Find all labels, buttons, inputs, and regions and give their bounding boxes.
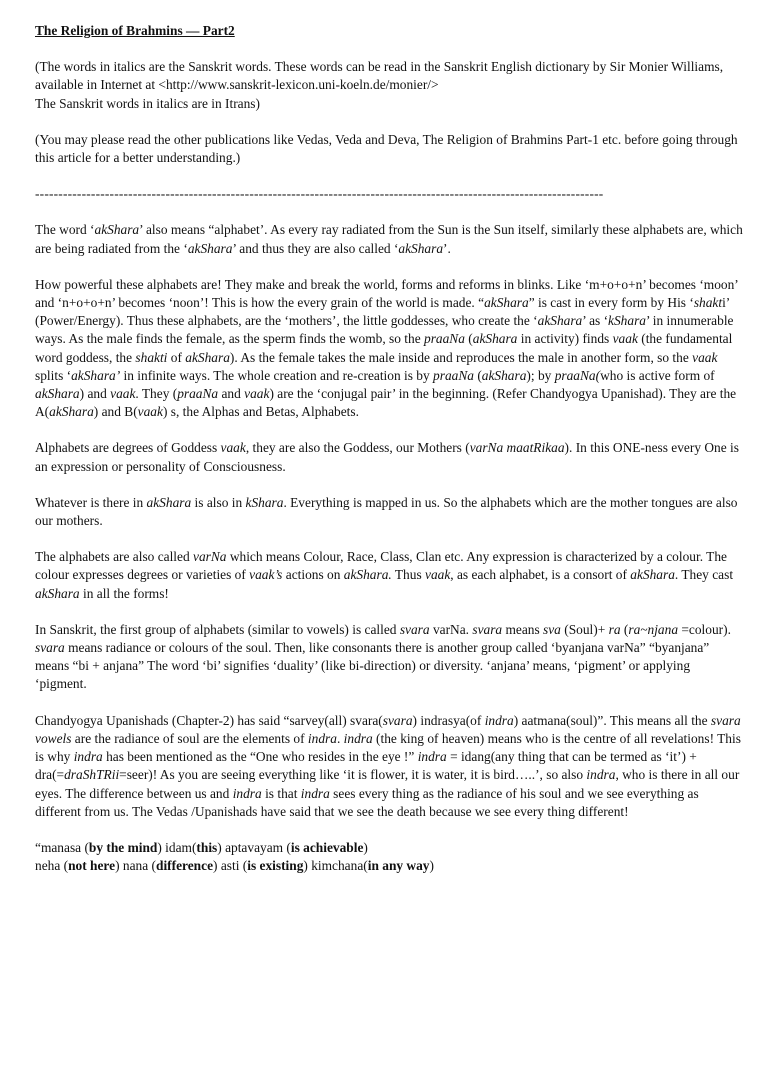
translation-term: difference — [156, 858, 214, 874]
text-run: ’ also means “alphabet’. As every ray radiated from the Sun is the Sun itself, similarly these alphabets are, which are being radiated from the ‘ — [35, 222, 743, 256]
sanskrit-term: akShara — [49, 404, 94, 420]
sanskrit-term: shakti — [135, 349, 168, 365]
sanskrit-term: indra — [417, 749, 447, 765]
separator-line: -------------------------------------------------------------------------------------------------------------------------- — [35, 186, 604, 202]
text-run: of — [167, 349, 186, 365]
text-run: are the radiance of soul are the elements of — [71, 730, 308, 746]
sanskrit-term: svara — [382, 712, 413, 728]
text-run: ) are the ‘conjugal pair’ in the beginning. (Refer Chandyogya Upanishad). They are the A( — [35, 386, 737, 420]
text-run: in all the forms! — [79, 585, 169, 601]
text-run: The word ‘ — [35, 222, 95, 238]
text-run: , they are also the Goddess, our Mothers ( — [245, 440, 470, 456]
sanskrit-term: akShara — [187, 240, 233, 256]
text-run: =seer)! As you are seeing everything like ‘it is flower, it is water, it is bird…..’, so also — [119, 767, 587, 783]
text-run: actions on — [282, 567, 344, 583]
text-run: (Soul)+ — [560, 621, 609, 637]
text-run: ) idam( — [157, 839, 197, 855]
sanskrit-term: indra — [586, 767, 616, 783]
sanskrit-term: akShara. — [343, 567, 392, 583]
sanskrit-term: praaNa — [177, 386, 219, 402]
verse-block — [35, 839, 745, 875]
translation-term: is achievable — [290, 839, 364, 855]
text-run: ) indrasya(of — [412, 712, 485, 728]
text-run: Alphabets are degrees of Goddess — [35, 440, 221, 456]
text-run: ( — [620, 621, 629, 637]
text-run: ) — [363, 839, 368, 855]
sanskrit-term: akShara — [35, 386, 80, 402]
translation-term: not here — [68, 858, 116, 874]
text-run: ’ and thus they are also called ‘ — [232, 240, 399, 256]
text-run: ). In this ONE-ness every One is an expression or personality of Consciousness. — [35, 440, 739, 474]
text-run: Thus — [391, 567, 426, 583]
text-run: varNa. — [429, 621, 473, 637]
sanskrit-term: akShara — [537, 313, 583, 329]
sanskrit-term: vaak — [692, 349, 718, 365]
text-run: . They ( — [135, 386, 178, 402]
text-run: ) nana ( — [115, 858, 156, 874]
sanskrit-term: sva — [543, 621, 561, 637]
translation-term: by the mind — [88, 839, 158, 855]
sanskrit-term: praaNa( — [554, 367, 601, 383]
text-run: in activity) finds — [517, 331, 613, 347]
text-run: ) kimchana( — [303, 858, 368, 874]
text-run: which means Colour, Race, Class, Clan etc. Any expression is characterized by a colour. The colour expresses degrees or varieties of — [35, 549, 727, 583]
text-run: ( — [473, 367, 482, 383]
sanskrit-term: akShara — [630, 567, 675, 583]
sanskrit-term: akShara — [472, 331, 518, 347]
verse-line — [35, 840, 368, 855]
text-run: means — [502, 621, 544, 637]
sanskrit-term: indra — [484, 712, 514, 728]
sanskrit-term: akShara — [35, 585, 80, 601]
text-run: ) s, the Alphas and Betas, Alphabets. — [162, 404, 359, 420]
sanskrit-term: svara — [399, 621, 430, 637]
text-run: ( — [464, 331, 473, 347]
text-run: Whatever is there in — [35, 494, 147, 510]
text-run: who is active form of — [600, 367, 715, 383]
paragraph-mapping — [35, 494, 745, 530]
document-page — [35, 22, 745, 893]
text-run: ). As the female takes the male inside and reproduces the male in another form, so the — [229, 349, 693, 365]
text-run: In Sanskrit, the first group of alphabets (similar to vowels) is called — [35, 621, 400, 637]
sanskrit-term: ra~njana — [628, 621, 679, 637]
text-run: =colour). — [678, 621, 731, 637]
paragraph-akshara — [35, 221, 745, 257]
page-title: The Religion of Brahmins — Part2 — [35, 23, 235, 38]
intro-text: (The words in italics are the Sanskrit words. These words can be read in the Sanskrit English dictionary by Sir Monier Williams, available in Internet at <http://www.sanskrit-lexicon.uni-koeln.de/monier/> — [35, 59, 724, 93]
sanskrit-term: praaNa — [433, 367, 474, 383]
text-run: ” is cast in every form by His ‘ — [528, 295, 694, 311]
paragraph-indra — [35, 712, 745, 821]
sanskrit-term: akShara — [398, 240, 444, 256]
text-run: ) and B( — [93, 404, 138, 420]
text-run: neha ( — [35, 858, 69, 874]
sanskrit-term: akShara — [146, 494, 192, 510]
intro-note: (You may please read the other publications like Vedas, Veda and Deva, The Religion of Brahmins Part-1 etc. before going through this article for a better understanding.) — [35, 131, 738, 166]
sanskrit-term: indra — [343, 730, 373, 746]
sanskrit-term: indra — [232, 785, 262, 801]
verse-line — [35, 858, 434, 873]
text-run: ) aptavayam ( — [217, 839, 291, 855]
text-run: i’ (Power/Energy). Thus these alphabets, are the ‘mothers’, the little goddesses, who create the ‘ — [35, 295, 730, 329]
text-run: ) and — [79, 386, 111, 402]
sanskrit-term: praaNa — [424, 331, 465, 347]
text-run: ) aatmana(soul)”. This means all the — [513, 712, 711, 728]
text-run: . Everything is mapped in us. So the alphabets which are the mother tongues are also our mothers. — [35, 494, 738, 529]
text-run: ’. — [443, 240, 451, 256]
sanskrit-term: shakt — [693, 295, 723, 311]
intro-text: The Sanskrit words in italics are in Itrans) — [35, 95, 260, 111]
sanskrit-term: svara — [472, 621, 503, 637]
text-run: is that — [261, 785, 301, 801]
sanskrit-term: vaak — [244, 386, 270, 402]
paragraph-varna — [35, 548, 745, 603]
sanskrit-term: indra — [300, 785, 330, 801]
sanskrit-term: ra — [608, 621, 621, 637]
intro-paragraph — [35, 58, 745, 113]
text-run: = idang(any thing that can be termed as ‘it’) + dra(= — [35, 749, 697, 783]
text-run: (the fundamental word goddess, the — [35, 331, 733, 365]
sanskrit-term: varNa — [193, 549, 227, 565]
text-run: splits ‘ — [35, 367, 72, 383]
text-run: Chandyogya Upanishads (Chapter-2) has said “sarvey(all) svara( — [35, 712, 383, 728]
text-run: ’ as ‘ — [582, 313, 609, 329]
sanskrit-term: akShara — [484, 295, 529, 311]
text-run: ) asti ( — [213, 858, 248, 874]
sanskrit-term: vaak — [110, 386, 136, 402]
paragraph-svara — [35, 621, 745, 694]
sanskrit-term: indra — [307, 730, 337, 746]
text-run: and — [218, 386, 245, 402]
sanskrit-term: vaak — [425, 567, 451, 583]
sanskrit-term: kShara — [245, 494, 284, 510]
sanskrit-term: indra — [73, 749, 103, 765]
text-run: . They cast — [674, 567, 734, 583]
sanskrit-term: vaak — [612, 331, 638, 347]
translation-term: in any way — [367, 858, 430, 874]
sanskrit-term: svara vowels — [35, 712, 741, 746]
text-run: is also in — [191, 494, 246, 510]
translation-term: is existing — [247, 858, 304, 874]
sanskrit-term: kShara — [608, 313, 646, 329]
sanskrit-term: draShTRii — [64, 767, 120, 783]
text-run: sees every thing as the radiance of his soul and we see everything as different from us. The Vedas /Upanishads have said that we see the death because we see every thing different! — [35, 785, 699, 819]
sanskrit-term: vaak — [220, 440, 246, 456]
text-run: , as each alphabet, is a consort of — [450, 567, 631, 583]
sanskrit-term: varNa maatRikaa — [469, 440, 565, 456]
text-run: , who is there in all our eyes. The difference between us and — [35, 767, 740, 801]
text-run: in infinite ways. The whole creation and re-creation is by — [120, 367, 434, 383]
sanskrit-term: vaak — [137, 404, 163, 420]
text-run: The alphabets are also called — [35, 549, 194, 565]
sanskrit-term: akShara’ — [71, 367, 121, 383]
sanskrit-term: vaak’s — [249, 567, 283, 583]
text-run: How powerful these alphabets are! They make and break the world, forms and reforms in blinks. Like ‘m+o+o+n’ becomes ‘moon’ and ‘n+o+o+n’ becomes ‘noon’! This is how the every grain of the world is made. “ — [35, 276, 738, 311]
sanskrit-term: svara — [35, 640, 65, 656]
text-run: ); by — [526, 367, 555, 383]
sanskrit-term: akShara — [185, 349, 230, 365]
text-run: . — [336, 730, 344, 746]
text-run: (the king of heaven) means who is the centre of all revelations! This is why — [35, 730, 741, 765]
text-run: ’ in innumerable ways. As the male finds the female, as the sperm finds the womb, so the — [35, 313, 734, 347]
sanskrit-term: akShara — [94, 222, 140, 238]
sanskrit-term: akShara — [481, 367, 527, 383]
text-run: “manasa ( — [35, 839, 89, 855]
text-run: has been mentioned as the “One who resides in the eye !” — [102, 749, 418, 765]
paragraph-goddess-vaak — [35, 439, 745, 475]
translation-term: this — [196, 839, 218, 855]
text-run: ) — [429, 858, 434, 874]
text-run: means radiance or colours of the soul. Then, like consonants there is another group called ‘byanjana varNa” “byanjana” means “bi + anjana” The word ‘bi’ signifies ‘duality’ (like bi-direction) or diversity. ‘anjana’ means, ‘pigment’ or applying ‘pigment. — [35, 640, 710, 692]
paragraph-alphabets-power — [35, 276, 745, 422]
